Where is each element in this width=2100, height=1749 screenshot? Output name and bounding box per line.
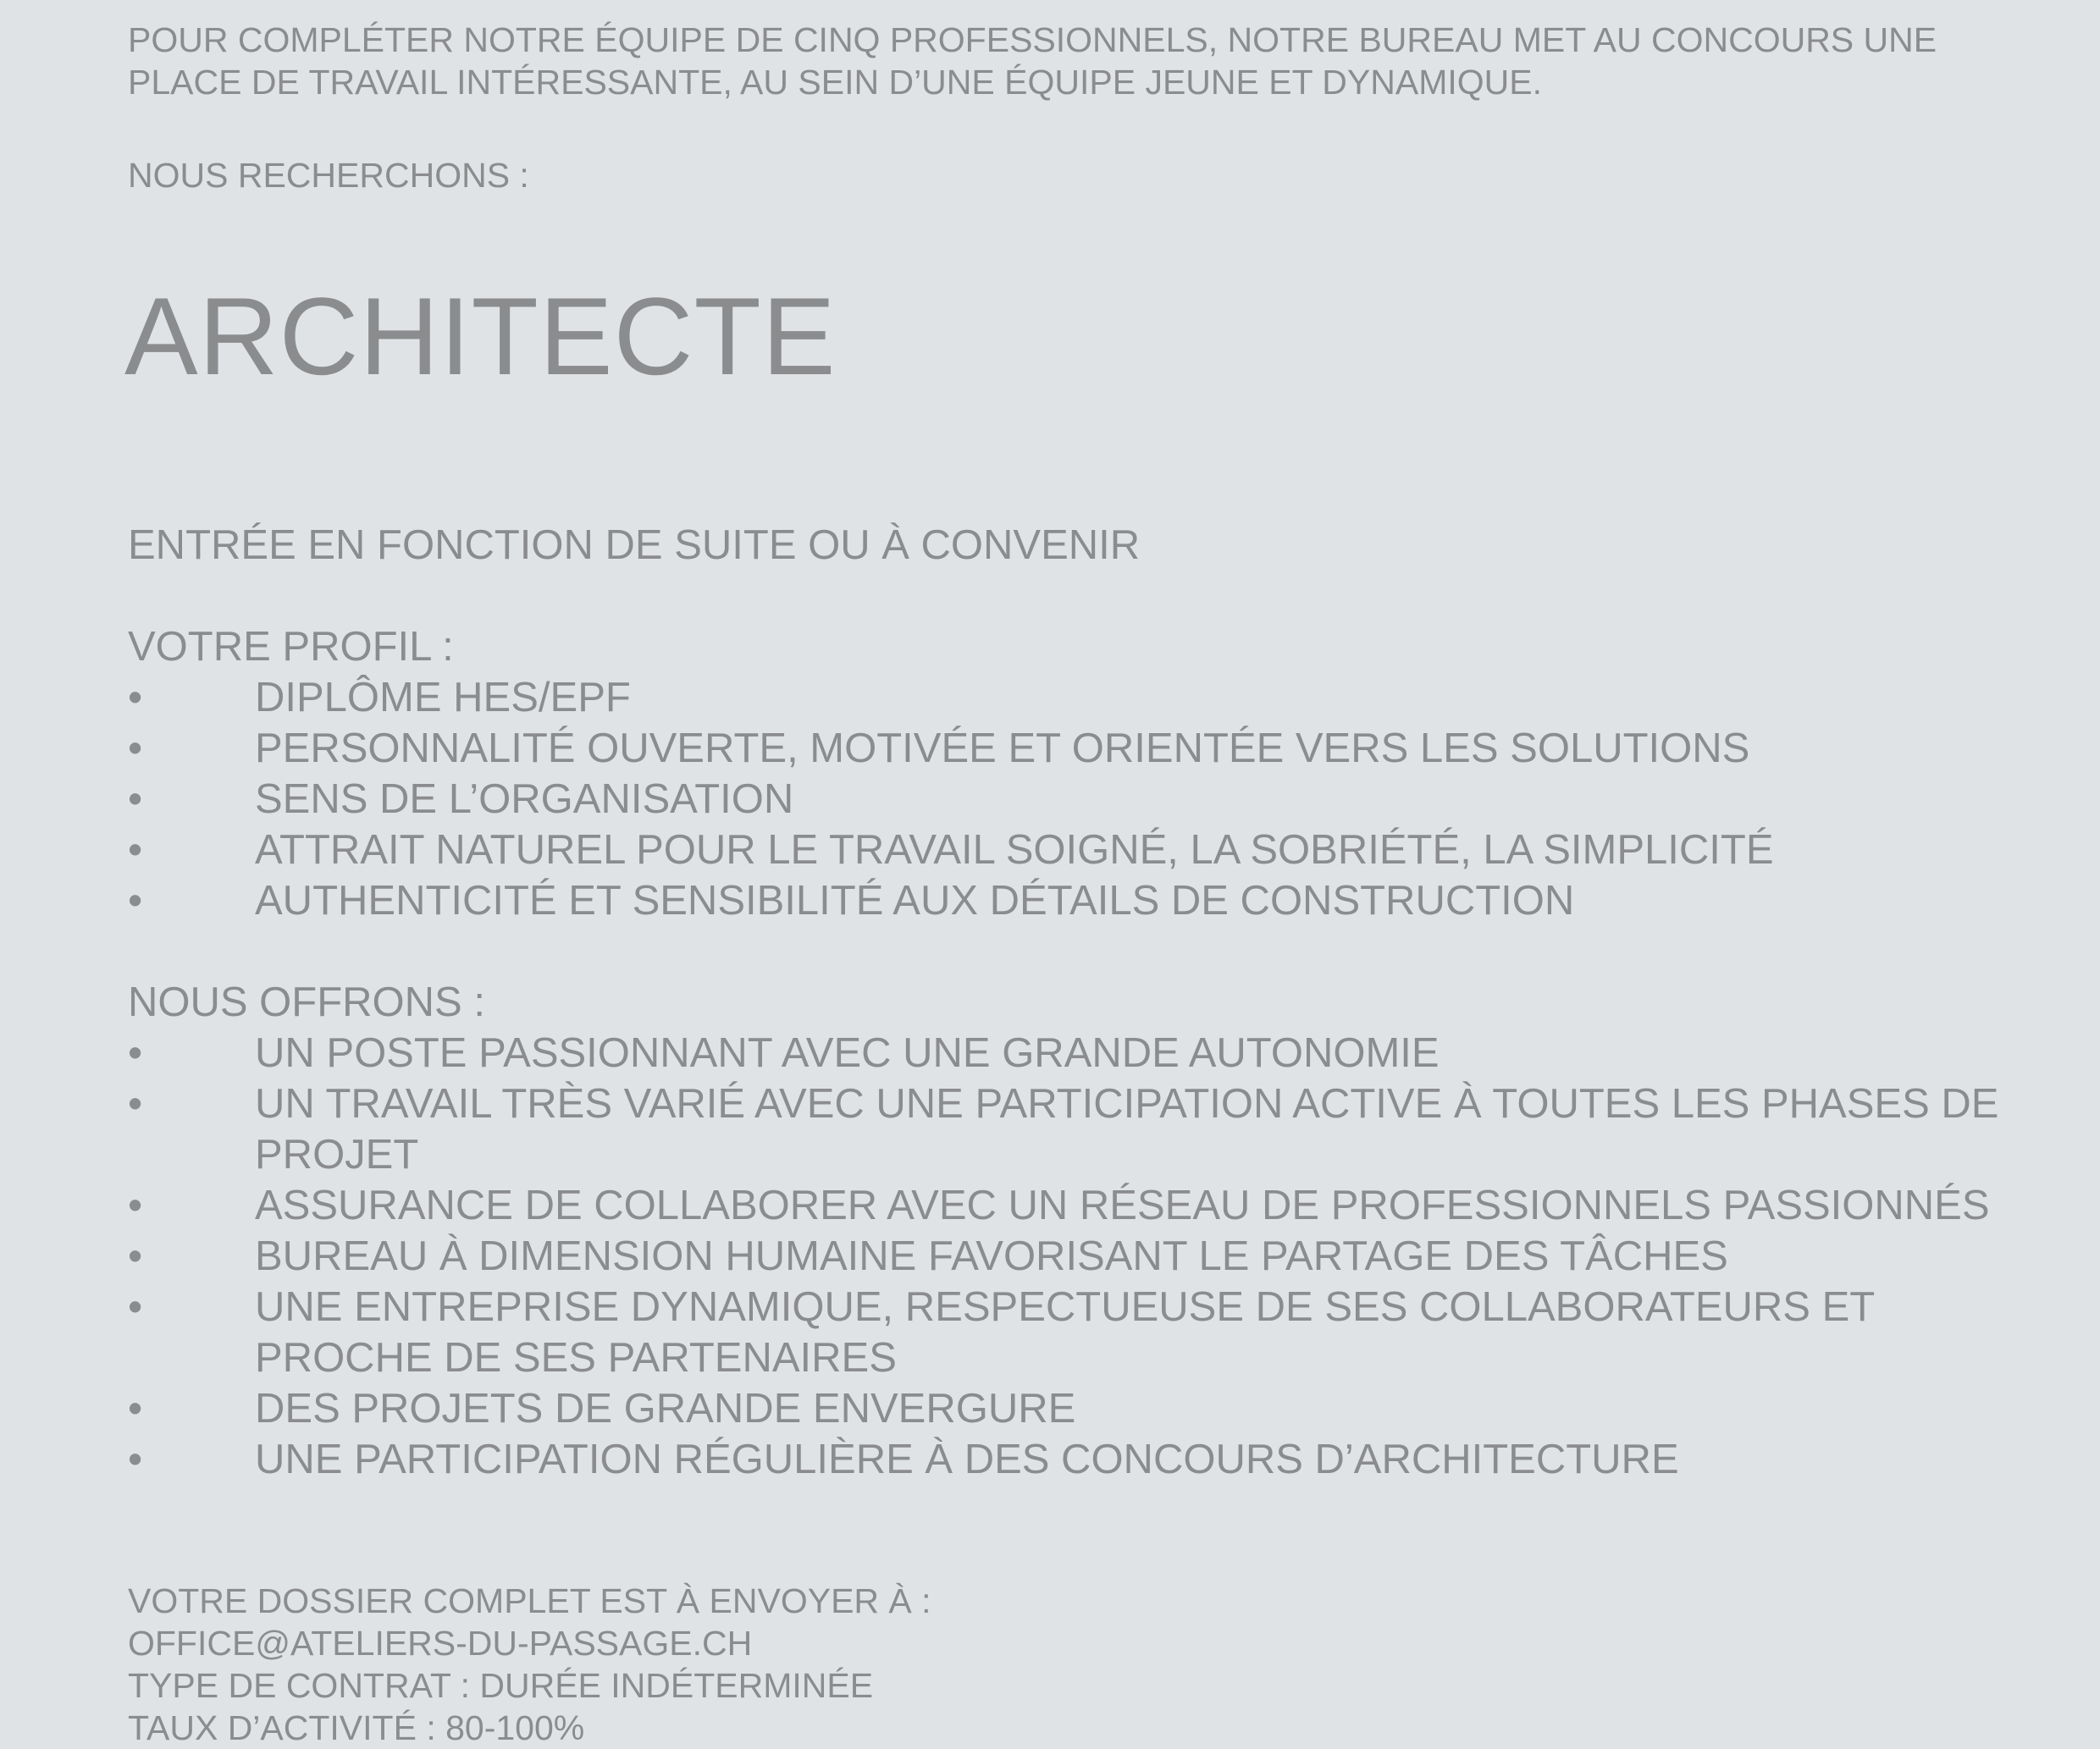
- list-item: [128, 672, 2042, 723]
- bullet-icon: •: [128, 726, 143, 771]
- profile-list: [128, 672, 2042, 926]
- job-title: ARCHITECTE: [124, 274, 837, 398]
- intro-paragraph: [128, 19, 2042, 103]
- bullet-icon: •: [128, 675, 143, 720]
- list-item-text: DIPLÔME HES/EPF: [255, 675, 631, 720]
- bullet-icon: •: [128, 1386, 143, 1432]
- bullet-icon: •: [128, 1183, 143, 1228]
- list-item-text: SENS DE L’ORGANISATION: [255, 776, 794, 822]
- list-item-text: ATTRAIT NATUREL POUR LE TRAVAIL SOIGNÉ, LA SOBRIÉTÉ, LA SIMPLICITÉ: [255, 827, 1774, 873]
- bullet-icon: •: [128, 776, 143, 822]
- list-item-text: BUREAU À DIMENSION HUMAINE FAVORISANT LE PARTAGE DES TÂCHES: [255, 1233, 1728, 1279]
- list-item: [128, 825, 2042, 875]
- start-date-text: ENTRÉE EN FONCTION DE SUITE OU À CONVENIR: [128, 522, 1141, 568]
- list-item: [128, 1180, 2042, 1231]
- bullet-icon: •: [128, 827, 143, 873]
- list-item: [128, 1079, 2042, 1180]
- job-posting: [124, 19, 2042, 1749]
- dossier-text: VOTRE DOSSIER COMPLET EST À ENVOYER À :: [128, 1581, 931, 1620]
- bullet-icon: •: [128, 1030, 143, 1076]
- list-item-text: UN TRAVAIL TRÈS VARIÉ AVEC UNE PARTICIPATION ACTIVE À TOUTES LES PHASES DE PROJET: [255, 1081, 1999, 1178]
- list-item: [128, 723, 2042, 774]
- list-item-text: UNE ENTREPRISE DYNAMIQUE, RESPECTUEUSE DE SES COLLABORATEURS ET PROCHE DE SES PARTENAIRES: [255, 1284, 1875, 1381]
- offer-list: [128, 1028, 2042, 1485]
- bullet-icon: •: [128, 1081, 143, 1127]
- intro-line-2: PLACE DE TRAVAIL INTÉRESSANTE, AU SEIN D’UNE ÉQUIPE JEUNE ET DYNAMIQUE.: [128, 63, 1542, 102]
- profile-heading: VOTRE PROFIL :: [128, 624, 454, 670]
- activity-rate: TAUX D’ACTIVITÉ : 80-100%: [128, 1708, 585, 1747]
- bullet-icon: •: [128, 1284, 143, 1330]
- list-item-text: UNE PARTICIPATION RÉGULIÈRE À DES CONCOURS D’ARCHITECTURE: [255, 1437, 1679, 1482]
- list-item-text: AUTHENTICITÉ ET SENSIBILITÉ AUX DÉTAILS DE CONSTRUCTION: [255, 878, 1575, 924]
- list-item: [128, 1434, 2042, 1485]
- contact-footer: [128, 1580, 2042, 1749]
- list-item-text: UN POSTE PASSIONNANT AVEC UNE GRANDE AUTONOMIE: [255, 1030, 1440, 1076]
- list-item-text: ASSURANCE DE COLLABORER AVEC UN RÉSEAU DE PROFESSIONNELS PASSIONNÉS: [255, 1183, 1990, 1228]
- bullet-icon: •: [128, 878, 143, 924]
- list-item: [128, 774, 2042, 825]
- list-item: [128, 1383, 2042, 1434]
- list-item: [128, 875, 2042, 926]
- list-item-text: PERSONNALITÉ OUVERTE, MOTIVÉE ET ORIENTÉE VERS LES SOLUTIONS: [255, 726, 1750, 771]
- list-item: [128, 1231, 2042, 1282]
- contact-email[interactable]: OFFICE@ATELIERS-DU-PASSAGE.CH: [128, 1624, 753, 1663]
- intro-line-1: POUR COMPLÉTER NOTRE ÉQUIPE DE CINQ PROFESSIONNELS, NOTRE BUREAU MET AU CONCOURS UNE: [128, 20, 1937, 59]
- recherche-label: NOUS RECHERCHONS :: [128, 156, 529, 195]
- offer-heading: NOUS OFFRONS :: [128, 979, 485, 1025]
- list-item: [128, 1282, 2042, 1383]
- contract-type: TYPE DE CONTRAT : DURÉE INDÉTERMINÉE: [128, 1666, 874, 1705]
- list-item: [128, 1028, 2042, 1079]
- bullet-icon: •: [128, 1437, 143, 1482]
- list-item-text: DES PROJETS DE GRANDE ENVERGURE: [255, 1386, 1076, 1432]
- bullet-icon: •: [128, 1233, 143, 1279]
